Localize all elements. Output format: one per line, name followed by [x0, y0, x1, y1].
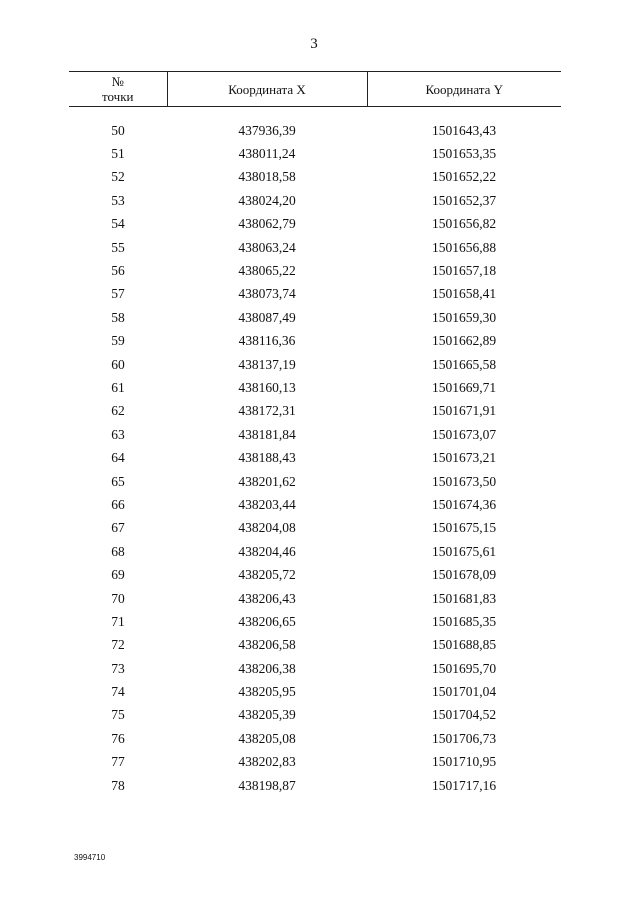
cell-coordinate-y: 1501685,35 — [431, 613, 497, 629]
cell-point-number: 63 — [111, 426, 125, 442]
cell-point-number: 61 — [111, 379, 125, 395]
table-row — [69, 493, 561, 516]
coordinates-table — [69, 71, 561, 797]
cell-coordinate-y: 1501701,04 — [431, 684, 497, 700]
table-row — [69, 166, 561, 189]
cell-coordinate-x: 438203,44 — [238, 496, 296, 512]
cell-coordinate-x: 437936,39 — [238, 122, 296, 138]
cell-coordinate-x: 438188,43 — [238, 450, 296, 466]
header-point-number — [69, 72, 167, 107]
cell-coordinate-y: 1501656,88 — [431, 239, 497, 255]
cell-coordinate-x: 438073,74 — [238, 286, 296, 302]
table-header — [69, 72, 561, 107]
cell-coordinate-y: 1501652,37 — [431, 192, 497, 208]
cell-coordinate-y: 1501673,50 — [431, 473, 497, 489]
cell-point-number: 73 — [111, 660, 125, 676]
table-row — [69, 283, 561, 306]
cell-coordinate-y: 1501706,73 — [431, 730, 497, 746]
table-row — [69, 446, 561, 469]
table-row — [69, 213, 561, 236]
cell-point-number: 69 — [111, 567, 125, 583]
cell-point-number: 76 — [111, 730, 125, 746]
cell-coordinate-y: 1501675,15 — [431, 520, 497, 536]
cell-point-number: 64 — [111, 450, 125, 466]
footer-document-code: 3994710 — [74, 853, 106, 862]
table-row — [69, 142, 561, 165]
cell-point-number: 71 — [111, 613, 125, 629]
cell-point-number: 60 — [111, 356, 125, 372]
page-number: 3 — [310, 36, 318, 52]
cell-point-number: 72 — [111, 637, 125, 653]
cell-coordinate-x: 438205,95 — [238, 684, 296, 700]
cell-coordinate-y: 1501656,82 — [431, 216, 497, 232]
cell-coordinate-y: 1501673,07 — [431, 426, 497, 442]
cell-coordinate-x: 438160,13 — [238, 379, 296, 395]
table-row — [69, 236, 561, 259]
cell-coordinate-y: 1501653,35 — [431, 146, 497, 162]
cell-coordinate-y: 1501681,83 — [431, 590, 497, 606]
cell-point-number: 54 — [111, 216, 125, 232]
cell-point-number: 50 — [111, 122, 125, 138]
cell-coordinate-x: 438205,39 — [238, 707, 296, 723]
cell-point-number: 70 — [111, 590, 125, 606]
table-row — [69, 774, 561, 797]
header-coordinate-x: Координата X — [167, 72, 367, 107]
cell-coordinate-y: 1501652,22 — [431, 169, 497, 185]
cell-coordinate-y: 1501669,71 — [431, 379, 497, 395]
table-row — [69, 587, 561, 610]
cell-coordinate-y: 1501710,95 — [431, 754, 497, 770]
cell-coordinate-x: 438018,58 — [238, 169, 296, 185]
table-row — [69, 610, 561, 633]
cell-point-number: 65 — [111, 473, 125, 489]
cell-point-number: 66 — [111, 496, 125, 512]
cell-coordinate-y: 1501704,52 — [431, 707, 497, 723]
cell-point-number: 51 — [111, 146, 125, 162]
cell-coordinate-x: 438181,84 — [238, 426, 296, 442]
cell-point-number: 77 — [111, 754, 125, 770]
table-row — [69, 634, 561, 657]
cell-coordinate-y: 1501678,09 — [431, 567, 497, 583]
cell-point-number: 53 — [111, 192, 125, 208]
table-row — [69, 517, 561, 540]
cell-coordinate-x: 438172,31 — [238, 403, 296, 419]
cell-coordinate-y: 1501643,43 — [431, 122, 497, 138]
header-point-label: точки — [102, 89, 134, 104]
table-row — [69, 353, 561, 376]
cell-coordinate-x: 438116,36 — [238, 333, 296, 349]
cell-coordinate-x: 438062,79 — [238, 216, 296, 232]
header-coordinate-y: Координата Y — [367, 72, 561, 107]
header-row — [69, 72, 561, 107]
cell-coordinate-y: 1501674,36 — [431, 496, 497, 512]
cell-point-number: 56 — [111, 263, 125, 279]
cell-coordinate-x: 438205,08 — [238, 730, 296, 746]
table-row — [69, 727, 561, 750]
cell-coordinate-y: 1501659,30 — [431, 309, 497, 325]
table-row — [69, 704, 561, 727]
cell-coordinate-y: 1501695,70 — [431, 660, 497, 676]
cell-point-number: 75 — [111, 707, 125, 723]
cell-coordinate-x: 438205,72 — [238, 567, 296, 583]
table-row — [69, 330, 561, 353]
cell-coordinate-y: 1501662,89 — [431, 333, 497, 349]
table-row — [69, 540, 561, 563]
cell-coordinate-y: 1501657,18 — [431, 263, 497, 279]
cell-point-number: 68 — [111, 543, 125, 559]
cell-coordinate-x: 438024,20 — [238, 192, 296, 208]
header-number-sign: № — [111, 74, 124, 89]
table-row — [69, 680, 561, 703]
table-row — [69, 470, 561, 493]
table-row — [69, 259, 561, 282]
cell-point-number: 59 — [111, 333, 125, 349]
table-row — [69, 376, 561, 399]
cell-coordinate-y: 1501665,58 — [431, 356, 497, 372]
table-row — [69, 657, 561, 680]
cell-point-number: 67 — [111, 520, 125, 536]
cell-coordinate-x: 438137,19 — [238, 356, 296, 372]
cell-coordinate-x: 438204,46 — [238, 543, 296, 559]
table-row — [69, 563, 561, 586]
cell-coordinate-x: 438206,58 — [238, 637, 296, 653]
cell-coordinate-y: 1501675,61 — [431, 543, 497, 559]
cell-coordinate-y: 1501671,91 — [431, 403, 497, 419]
cell-coordinate-y: 1501688,85 — [431, 637, 497, 653]
cell-coordinate-x: 438063,24 — [238, 239, 296, 255]
table-row — [69, 751, 561, 774]
cell-point-number: 74 — [111, 684, 125, 700]
cell-coordinate-x: 438206,65 — [238, 613, 296, 629]
cell-coordinate-y: 1501673,21 — [431, 450, 497, 466]
cell-point-number: 62 — [111, 403, 125, 419]
table-row — [69, 423, 561, 446]
cell-coordinate-x: 438087,49 — [238, 309, 296, 325]
cell-coordinate-x: 438011,24 — [238, 146, 296, 162]
cell-coordinate-y: 1501658,41 — [431, 286, 497, 302]
table-row — [69, 400, 561, 423]
table-row — [69, 306, 561, 329]
cell-point-number: 55 — [111, 239, 125, 255]
cell-coordinate-x: 438206,43 — [238, 590, 296, 606]
header-spacer — [69, 107, 561, 120]
cell-coordinate-x: 438202,83 — [238, 754, 296, 770]
cell-point-number: 52 — [111, 169, 125, 185]
cell-point-number: 58 — [111, 309, 125, 325]
cell-point-number: 57 — [111, 286, 125, 302]
cell-coordinate-x: 438065,22 — [238, 263, 296, 279]
cell-coordinate-x: 438201,62 — [238, 473, 296, 489]
table-row — [69, 189, 561, 212]
cell-coordinate-x: 438206,38 — [238, 660, 296, 676]
cell-coordinate-y: 1501717,16 — [431, 777, 497, 793]
cell-coordinate-x: 438204,08 — [238, 520, 296, 536]
table-body — [69, 107, 561, 798]
table-row — [69, 119, 561, 142]
cell-coordinate-x: 438198,87 — [238, 777, 296, 793]
cell-point-number: 78 — [111, 777, 125, 793]
